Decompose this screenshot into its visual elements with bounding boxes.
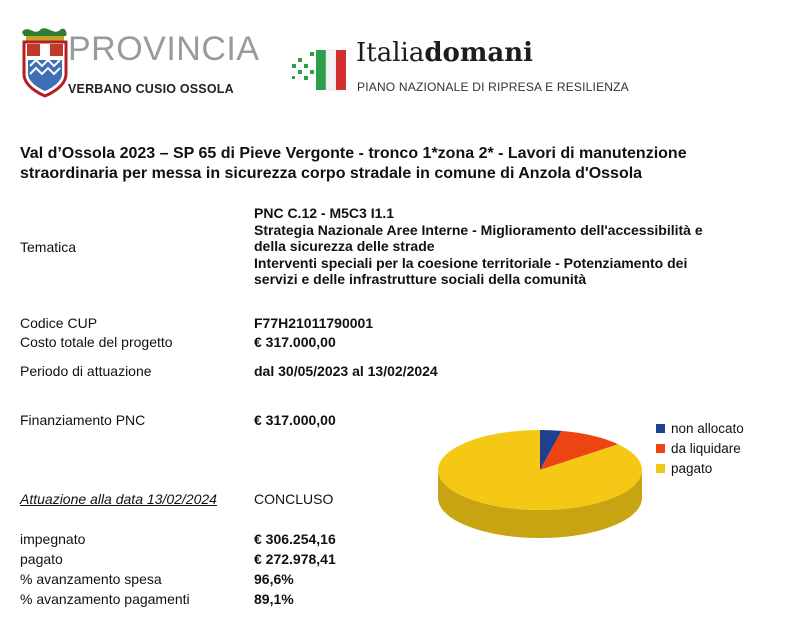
spesa-value: 96,6% [254,571,294,587]
finanziamento-value: € 317.000,00 [254,412,336,428]
legend-item [656,458,744,478]
italia-word: Italia [356,38,425,68]
pagamenti-label: % avanzamento pagamenti [20,591,190,607]
tematica-value [254,205,774,288]
legend-label: pagato [671,460,713,476]
costo-label: Costo totale del progetto [20,334,173,350]
legend-item [656,438,744,458]
attuazione-label: Attuazione alla data 13/02/2024 [20,491,217,507]
legend-swatch [656,444,665,453]
provincia-subtitle: VERBANO CUSIO OSSOLA [68,82,234,96]
legend-label: non allocato [671,420,744,436]
tematica-line4: Interventi speciali per la coesione territoriale - Potenziamento dei [254,254,688,271]
pagato-value: € 272.978,41 [254,551,336,567]
legend-swatch [656,424,665,433]
italiadomani-wordmark [356,38,533,68]
tematica-code: PNC C.12 - M5C3 I1.1 [254,205,395,221]
tematica-line5: servizi e delle infrastrutture sociali della comunità [254,271,587,287]
coat-of-arms-icon [22,28,67,96]
pagamenti-value: 89,1% [254,591,294,607]
legend-swatch [656,464,665,473]
tematica-label: Tematica [20,239,77,255]
project-title-line1: Val d’Ossola 2023 – SP 65 di Pieve Vergonte - tronco 1*zona 2* - Lavori di manutenzione [20,145,687,162]
tematica-line3: della sicurezza delle strade [254,238,435,254]
project-title-line2: straordinaria per messa in sicurezza corpo stradale in comune di Anzola d'Ossola [20,165,643,182]
chart-legend [656,418,744,478]
tematica-line2: Strategia Nazionale Aree Interne - Miglioramento dell'accessibilità e [254,221,703,238]
impegnato-label: impegnato [20,531,86,547]
legend-label: da liquidare [671,440,741,456]
impegnato-value: € 306.254,16 [254,531,336,547]
legend-item [656,418,744,438]
provincia-wordmark: PROVINCIA [68,30,260,68]
italiadomani-subtitle: PIANO NAZIONALE DI RIPRESA E RESILIENZA [357,80,629,94]
spesa-label: % avanzamento spesa [20,571,162,587]
pagato-label: pagato [20,551,63,567]
periodo-label: Periodo di attuazione [20,363,152,379]
attuazione-status: CONCLUSO [254,491,334,507]
costo-value: € 317.000,00 [254,334,336,350]
pie-chart [430,420,650,550]
italiadomani-logo-icon [290,44,350,96]
periodo-value: dal 30/05/2023 al 13/02/2024 [254,363,438,379]
domani-word: domani [424,38,534,68]
finanziamento-label: Finanziamento PNC [20,412,146,428]
cup-label: Codice CUP [20,315,98,331]
cup-value: F77H21011790001 [254,315,374,331]
project-title [20,144,780,184]
